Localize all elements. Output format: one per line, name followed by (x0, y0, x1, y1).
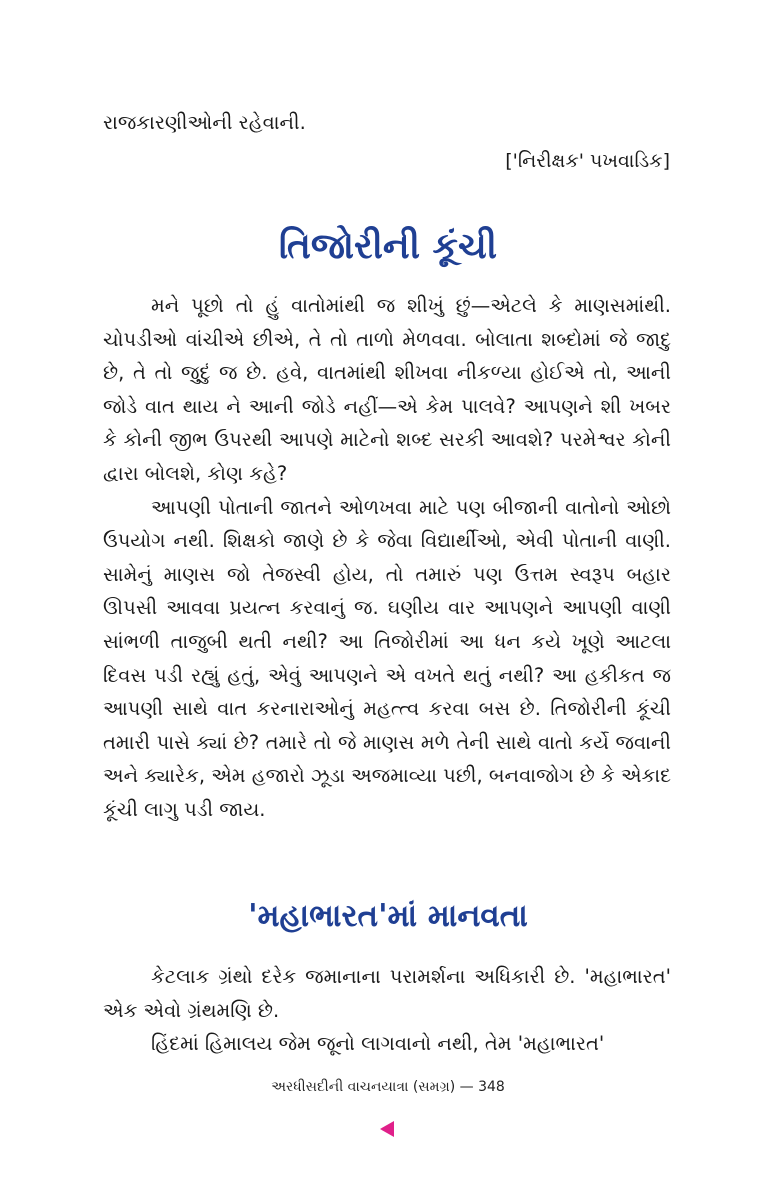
source-citation: ['નિરીક્ષક' પખવાડિક] (505, 150, 670, 172)
paragraph: મને પૂછો તો હું વાતોમાંથી જ શીખું છું—એટલે કે માણસમાંથી. ચોપડીઓ વાંચીએ છીએ, તે તો તાળો મેળવવા. બોલાતા શબ્દોમાં જે જાદુ છે, તે તો જુદું જ છે. હવે, વાતમાંથી શીખવા નીકળ્યા હોઈએ તો, આની જોડે વાત થાય ને આની જોડે નહીં—એ કેમ પાલવે? આપણને શી ખબર કે કોની જીભ ઉપરથી આપણે માટેનો શબ્દ સરકી આવશે? પરમેશ્વર કોની દ્વારા બોલશે, કોણ કહે? (103, 294, 671, 485)
intro-closing-line: રાજકારણીઓની રહેવાની. (103, 111, 306, 134)
section2-body (103, 960, 671, 1061)
page-footer: અરધીસદીની વાચનયાત્રા (સમગ્ર) — 348 (271, 1079, 505, 1095)
paragraph: હિંદમાં હિમાલય જેમ જૂનો લાગવાનો નથી, તેમ 'મહાભારત' (151, 1032, 605, 1056)
intro-block (103, 106, 671, 140)
previous-page-arrow-icon[interactable] (380, 1121, 394, 1137)
paragraph: કેટલાક ગ્રંથો દરેક જમાનાના પરામર્શના અધિકારી છે. 'મહાભારત' એક એવો ગ્રંથમણિ છે. (103, 965, 671, 1022)
section-title-mahabharat: 'મહાભારત'માં માનવતા (248, 898, 528, 934)
paragraph: આપણી પોતાની જાતને ઓળખવા માટે પણ બીજાની વાતોનો ઓછો ઉપયોગ નથી. શિક્ષકો જાણે છે કે જેવા વિદ્યાર્થીઓ, એવી પોતાની વાણી. સામેનું માણસ જો તેજસ્વી હોય, તો તમારું પણ ઉત્તમ સ્વરૂપ બહાર ઊપસી આવવા પ્રયત્ન કરવાનું જ. ઘણીય વાર આપણને આપણી વાણી સાંભળી તાજુબી થતી નથી? આ તિજોરીમાં આ ધન કયે ખૂણે આટલા દિવસ પડી રહ્યું હતું, એવું આપણને એ વખતે થતું નથી? આ હકીકત જ આપણી સાથે વાત કરનારાઓનું મહત્ત્વ કરવા બસ છે. તિજોરીની કૂંચી તમારી પાસે ક્યાં છે? તમારે તો જે માણસ મળે તેની સાથે વાતો કર્યે જવાની અને ક્યારેક, એમ હજારો ઝૂડા અજમાવ્યા પછી, બનવાજોગ છે કે એકાદ કૂંચી લાગુ પડી જાય. (103, 495, 672, 821)
section1-body (103, 289, 671, 827)
section-title-treasury-key: તિજોરીની કૂંચી (278, 226, 498, 267)
